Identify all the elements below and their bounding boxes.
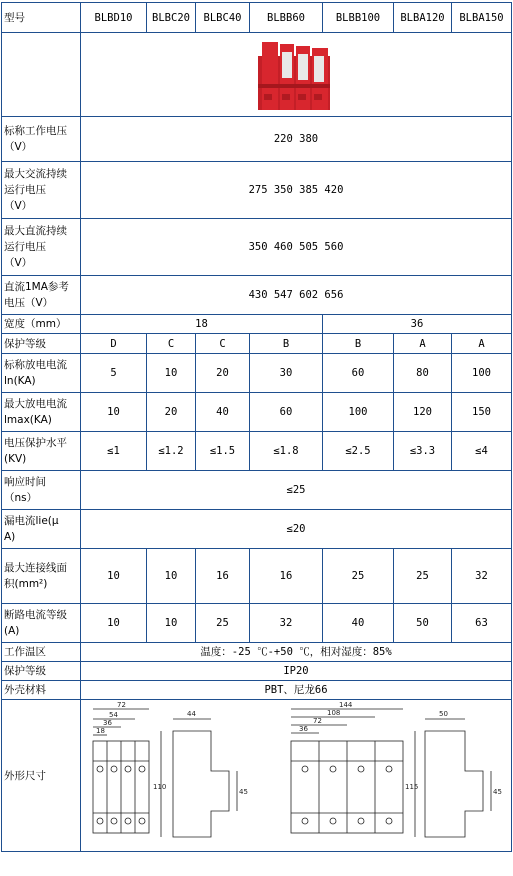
row-dc-reference: 直流1MA参考 电压（V） 430 547 602 656 (2, 276, 512, 315)
dim-label: 36 (299, 724, 308, 733)
dim-label: 72 (117, 700, 126, 709)
dim-label: 115 (405, 782, 419, 791)
model-cell: BLBA120 (394, 3, 452, 33)
row-material: 外壳材料 PBT、尼龙66 (2, 681, 512, 700)
row-nominal-discharge: 标称放电电流 ln(KA) 5 10 20 30 60 80 100 (2, 354, 512, 393)
row-ip: 保护等级 IP20 (2, 662, 512, 681)
row-voltage-protection: 电压保护水平 (KV) ≤1 ≤1.2 ≤1.5 ≤1.8 ≤2.5 ≤3.3 ≤4 (2, 432, 512, 471)
row-max-wire: 最大连接线面 积(mm²) 10 10 16 16 25 25 32 (2, 549, 512, 604)
dim-label: 36 (103, 718, 112, 727)
dim-label: 54 (109, 710, 118, 719)
dim-label: 110 (153, 782, 167, 791)
row-response-time: 响应时间 （ns） ≤25 (2, 471, 512, 510)
row-width: 宽度（mm） 18 36 (2, 315, 512, 334)
model-cell: BLBB100 (323, 3, 394, 33)
row-protection-class: 保护等级 D C C B B A A (2, 334, 512, 354)
dim-label: 108 (327, 708, 341, 717)
model-cell: BLBB60 (250, 3, 323, 33)
spec-table (1, 2, 512, 852)
dim-label: 72 (313, 716, 322, 725)
row-max-discharge: 最大放电电流 lmax(KA) 10 20 40 60 100 120 150 (2, 393, 512, 432)
dim-label: 18 (96, 726, 105, 735)
row-temperature: 工作温区 温度：-25 ℃-+50 ℃，相对湿度：85% (2, 643, 512, 662)
product-image-row (2, 33, 512, 117)
model-cell: BLBC20 (147, 3, 196, 33)
row-breaker: 断路电流等级 (A) 10 10 25 32 40 50 63 (2, 604, 512, 643)
dim-label: 50 (439, 709, 448, 718)
product-image (256, 38, 336, 112)
row-max-ac: 最大交流持续 运行电压 （V） 275 350 385 420 (2, 162, 512, 219)
model-cell: BLBC40 (196, 3, 250, 33)
row-max-dc: 最大直流持续 运行电压 （V） 350 460 505 560 (2, 219, 512, 276)
row-nominal-voltage: 标称工作电压 （V） 220 380 (2, 117, 512, 162)
model-label: 型号 (2, 3, 81, 33)
row-leakage: 漏电流lie(μ A) ≤20 (2, 510, 512, 549)
header-row (2, 3, 512, 33)
model-cell: BLBD10 (81, 3, 147, 33)
row-dimensions: 外形尺寸 72 54 36 18 44 110 45 144 108 72 36 50 115 45 (2, 700, 512, 852)
dim-label: 45 (239, 787, 248, 796)
dim-label: 45 (493, 787, 502, 796)
model-cell: BLBA150 (452, 3, 512, 33)
dim-label: 44 (187, 709, 196, 718)
dim-label: 144 (339, 700, 353, 709)
dimension-drawings (81, 701, 511, 851)
